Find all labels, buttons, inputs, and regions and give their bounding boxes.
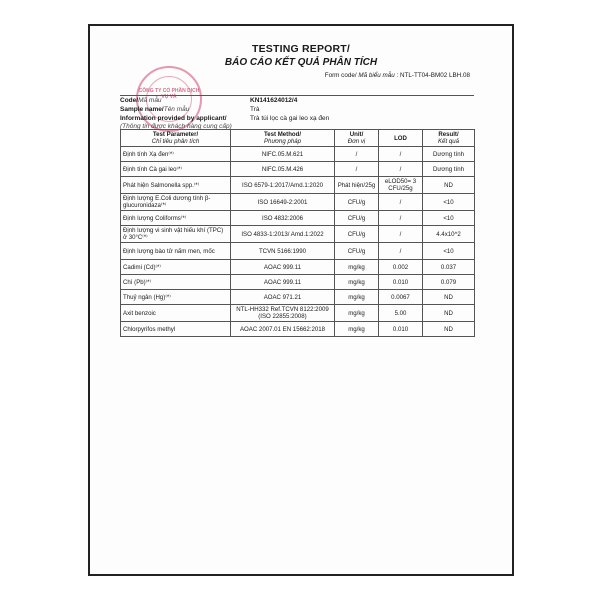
cell-method: AOAC 971.21: [231, 290, 335, 305]
table-row: [121, 305, 475, 322]
table-row: [121, 322, 475, 337]
cell-param: Cadimi (Cd)⁽*⁾: [121, 260, 231, 275]
cell-lod: /: [379, 194, 423, 211]
cell-method: AOAC 999.11: [231, 275, 335, 290]
cell-unit: CFU/g: [335, 211, 379, 226]
cell-param: Chlorpyrifos methyl: [121, 322, 231, 337]
cell-method: ISO 16649-2:2001: [231, 194, 335, 211]
cell-param: Axit benzoic: [121, 305, 231, 322]
cell-result: ND: [423, 177, 475, 194]
cell-method: NIFC.05.M.426: [231, 162, 335, 177]
cell-lod: eLOD50= 3 CFU/25g: [379, 177, 423, 194]
cell-lod: /: [379, 162, 423, 177]
cell-lod: 0.010: [379, 322, 423, 337]
cell-lod: 0.0067: [379, 290, 423, 305]
cell-unit: CFU/g: [335, 243, 379, 260]
table-row: [121, 275, 475, 290]
cell-unit: mg/kg: [335, 275, 379, 290]
report-page: [88, 24, 514, 576]
table-row: [121, 226, 475, 243]
form-code-label: Form code/: [324, 72, 357, 79]
sample-label-vi: Tên mẫu: [163, 106, 190, 113]
cell-result: 0.037: [423, 260, 475, 275]
cell-unit: mg/kg: [335, 260, 379, 275]
cell-param: Định lượng Coliforms⁽*⁾: [121, 211, 231, 226]
code-label: Code/: [120, 97, 139, 104]
sample-label: Sample name/: [120, 106, 164, 113]
cell-result: <10: [423, 194, 475, 211]
cell-method: AOAC 999.11: [231, 260, 335, 275]
seal-text: CÔNG TY CỔ PHẦN DỊCH VỤ VÀ: [138, 88, 200, 100]
sample-value: Trà: [250, 106, 260, 113]
form-code: [325, 72, 470, 79]
cell-lod: /: [379, 147, 423, 162]
cell-unit: CFU/g: [335, 226, 379, 243]
table-row: [121, 211, 475, 226]
cell-method: ISO 6579-1:2017/Amd.1:2020: [231, 177, 335, 194]
divider: [120, 95, 474, 96]
cell-lod: 0.010: [379, 275, 423, 290]
cell-param: Phát hiện Salmonella spp.⁽*⁾: [121, 177, 231, 194]
cell-result: 0.079: [423, 275, 475, 290]
cell-param: Định lượng E.Coli dương tính β-glucuronidaza⁽*⁾: [121, 194, 231, 211]
cell-lod: /: [379, 243, 423, 260]
cell-unit: Phát hiện/25g: [335, 177, 379, 194]
form-code-label-vi: Mã biểu mẫu: [358, 72, 395, 79]
report-title: TESTING REPORT/: [251, 43, 351, 55]
cell-result: ND: [423, 305, 475, 322]
header-parameter: Test Parameter/ Chỉ tiêu phân tích: [121, 130, 231, 147]
cell-method: NIFC.05.M.621: [231, 147, 335, 162]
cell-result: <10: [423, 211, 475, 226]
header-lod: LOD: [379, 130, 423, 147]
cell-lod: /: [379, 226, 423, 243]
header-method: Test Method/ Phương pháp: [231, 130, 335, 147]
table-row: [121, 147, 475, 162]
header-result: Result/ Kết quả: [423, 130, 475, 147]
table-row: [121, 194, 475, 211]
cell-param: Định lượng vi sinh vật hiếu khí (TPC) ở 30°C⁽*⁾: [121, 226, 231, 243]
report-subtitle: BÁO CÁO KẾT QUẢ PHÂN TÍCH: [224, 57, 378, 68]
cell-unit: /: [335, 162, 379, 177]
cell-unit: CFU/g: [335, 194, 379, 211]
table-row: [121, 243, 475, 260]
cell-result: ND: [423, 290, 475, 305]
cell-result: Dương tính: [423, 147, 475, 162]
table-header-row: [121, 130, 475, 147]
cell-method: ISO 4832:2006: [231, 211, 335, 226]
cell-method: TCVN 5166:1990: [231, 243, 335, 260]
header-unit: Unit/ Đơn vị: [335, 130, 379, 147]
cell-lod: /: [379, 211, 423, 226]
cell-lod: 5.00: [379, 305, 423, 322]
table-row: [121, 260, 475, 275]
applicant-label: Information provided by applicant/: [120, 115, 227, 122]
results-table: [120, 129, 475, 337]
cell-unit: /: [335, 147, 379, 162]
cell-lod: 0.002: [379, 260, 423, 275]
cell-param: Định lượng bào tử nấm men, mốc: [121, 243, 231, 260]
cell-result: Dương tính: [423, 162, 475, 177]
cell-result: 4.4x10^2: [423, 226, 475, 243]
applicant-label-vi: (Thông tin được khách hàng cung cấp): [120, 123, 232, 130]
cell-method: AOAC 2007.01 EN 15662:2018: [231, 322, 335, 337]
table-row: [121, 177, 475, 194]
cell-param: Định tính Cà gai leo⁽*⁾: [121, 162, 231, 177]
cell-param: Thuỷ ngân (Hg)⁽*⁾: [121, 290, 231, 305]
cell-unit: mg/kg: [335, 290, 379, 305]
cell-unit: mg/kg: [335, 305, 379, 322]
cell-param: Định tính Xạ đen⁽*⁾: [121, 147, 231, 162]
code-value: KN141624012/4: [250, 97, 298, 104]
code-label-vi: Mã mẫu: [138, 97, 162, 104]
cell-result: ND: [423, 322, 475, 337]
table-row: [121, 290, 475, 305]
cell-method: ISO 4833-1:2013/ Amd.1:2022: [231, 226, 335, 243]
cell-result: <10: [423, 243, 475, 260]
cell-method: NTL-HH332 Ref.TCVN 8122:2009 (ISO 22855:2008): [231, 305, 335, 322]
form-code-value: : NTL-TT04-BM02 LBH.08: [396, 72, 470, 79]
cell-unit: mg/kg: [335, 322, 379, 337]
cell-param: Chì (Pb)⁽*⁾: [121, 275, 231, 290]
table-row: [121, 162, 475, 177]
applicant-value: Trà túi lọc cà gai leo xạ đen: [250, 115, 330, 122]
